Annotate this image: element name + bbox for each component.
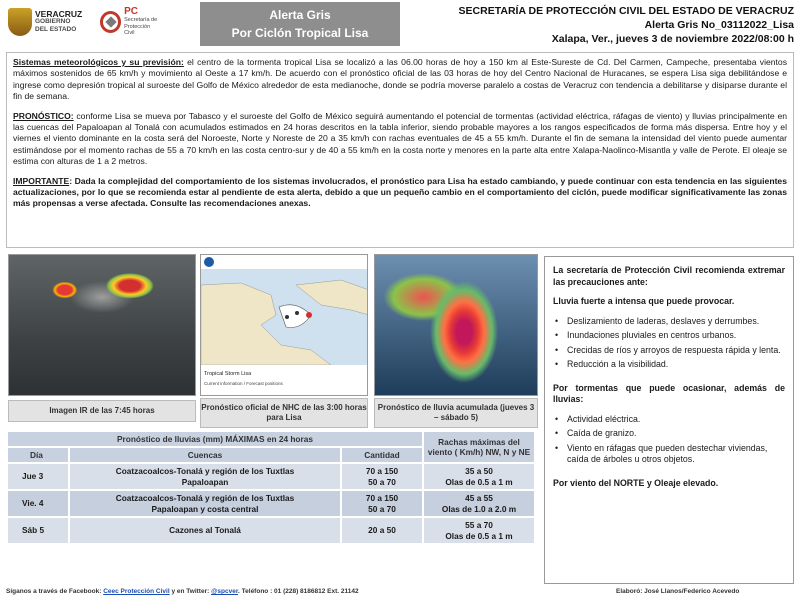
alert-title-box: [200, 2, 400, 46]
table-row: [8, 464, 534, 489]
paragraph-important: [13, 176, 787, 210]
col-day: Día: [8, 448, 68, 462]
caption-nhc: Pronóstico oficial de NHC de las 3:00 horas para Lisa: [200, 398, 368, 428]
logo-state-line3: DEL ESTADO: [35, 26, 77, 33]
paragraph-important-lead: IMPORTANTE: [13, 175, 70, 186]
list-item: • Inundaciones pluviales en centros urbanos.: [553, 330, 785, 342]
paragraph-important-body: : Dada la complejidad del comportamiento de los sistemas involucrados, el pronóstico para Lisa ha estado cambiando, y puede continuar con esta tendencia en las siguientes actualizaciones, por lo que se recomienda estar al pendiente de esta alerta, debido a que un pequeño cambio en el comportamiento del ciclón, puede modificar significativamente las zonas más propensas a verse afectada. Consulte las recomendaciones anexas.: [13, 175, 787, 209]
list-item: • Caída de granizo.: [553, 428, 785, 440]
row-quantity: 70 a 150 50 a 70: [342, 464, 422, 489]
footer: [6, 588, 794, 595]
paragraph-forecast: [13, 111, 787, 168]
list-item: • Viento en ráfagas que pueden destechar viviendas, caída de árboles u otros objetos.: [553, 443, 785, 466]
table-row: [8, 518, 534, 543]
bulletin-text: [6, 52, 794, 248]
logo-pc-abbr: PC: [124, 6, 139, 18]
elaborated-by: Elaboró: José Llanos/Federico Acevedo: [616, 588, 740, 595]
agency-name: SECRETARÍA DE PROTECCIÓN CIVIL DEL ESTADO DE VERACRUZ: [458, 5, 794, 17]
caption-infrared: Imagen IR de las 7:45 horas: [8, 400, 196, 422]
accumulated-rain-map: [374, 254, 538, 396]
row-basins: Cazones al Tonalá: [70, 518, 340, 543]
alert-title-line1: Alerta Gris: [269, 8, 331, 22]
footer-prefix: Síganos a través de Facebook:: [6, 588, 104, 595]
nhc-forecast-map: [200, 254, 368, 396]
list-item: • Reducción a la visibilidad.: [553, 359, 785, 371]
storm-effects-list: [553, 414, 785, 466]
nhc-map-graphic: [201, 255, 368, 396]
row-day: Sáb 5: [8, 518, 68, 543]
logo-state-name: VERACRUZ: [35, 9, 83, 19]
recommendations-intro: La secretaría de Protección Civil recomienda extremar las precauciones ante:: [553, 265, 785, 287]
rain-forecast-table: [6, 430, 536, 584]
rain-heading: Lluvia fuerte a intensa que puede provocar.: [553, 296, 735, 306]
infrared-satellite-image: [8, 254, 196, 396]
paragraph-forecast-body: conforme Lisa se mueva por Tabasco y el suroeste del Golfo de México seguirá aumentando el potencial de tormentas (actividad eléctrica, ráfagas de viento) y lluvias principalmente en las cuencas del Papaloapan al Tonalá con acumulados estimados en 24 horas descritos en la tabla inferior, siendo probable mayores a los rangos especificados de forma más dispersa. Entre hoy y el viernes el viento dominante en la costa será del Noroeste, Norte y Noreste de 20 a 35 km/h con rachas eventuales de 45 a 55 km/h. Durante el fin de semana la intensidad del viento puede aumentar estimándose por el momento rachas de 55 a 70 km/h en las costa centro-sur y de 40 a 55 km/h en la costa norte y menores en la parte alta entre Xalapa-Naolinco-Misantla y valle de Perote. El oleaje se estima con alturas de 1 a 2 metros.: [13, 110, 787, 167]
row-basins: Coatzacoalcos-Tonalá y región de los Tuxtlas Papaloapan: [70, 464, 340, 489]
paragraph-systems-lead: Sistemas meteorológicos y su previsión:: [13, 57, 184, 67]
row-wind: 45 a 55 Olas de 1.0 a 2.0 m: [424, 491, 534, 516]
paragraph-forecast-lead: PRONÓSTICO:: [13, 110, 74, 121]
alert-title-line2: Por Ciclón Tropical Lisa: [231, 26, 369, 40]
paragraph-systems: [13, 57, 787, 103]
row-day: Vie. 4: [8, 491, 68, 516]
facebook-link[interactable]: Ceec Protección Civil: [103, 588, 170, 595]
wind-waves-heading: Por viento del NORTE y Oleaje elevado.: [553, 477, 719, 488]
state-shield-icon: [8, 8, 32, 36]
list-item: • Actividad eléctrica.: [553, 414, 785, 426]
place-date: Xalapa, Ver., jueves 3 de noviembre 2022/08:00 h: [551, 33, 794, 45]
table-header-wind: Rachas máximas del viento ( Km/h) NW, N y NE: [424, 432, 534, 462]
row-quantity: 20 a 50: [342, 518, 422, 543]
storm-heading: Por tormentas que puede ocasionar, además de lluvias:: [553, 382, 785, 404]
logo-pc-line2: Protección Civil: [124, 23, 151, 37]
list-item: • Crecidas de ríos y arroyos de respuesta rápida y lenta.: [553, 345, 785, 357]
logo-pc-line1: Secretaría de: [124, 17, 158, 24]
col-quantity: Cantidad: [342, 448, 422, 462]
nhc-map-title: Tropical Storm Lisa: [204, 371, 252, 377]
recommendations-box: [544, 256, 794, 584]
table-header-main: Pronóstico de lluvias (mm) MÁXIMAS en 24 horas: [8, 432, 422, 446]
caption-rain: Pronóstico de lluvia acumulada (jueves 3 – sábado 5): [374, 398, 538, 428]
row-quantity: 70 a 150 50 a 70: [342, 491, 422, 516]
nhc-map-legend: Current information / Forecast positions: [204, 381, 283, 386]
storm-position-icon: [306, 312, 312, 318]
noaa-logo-icon: [204, 257, 214, 267]
paragraph-systems-body: el centro de la tormenta tropical Lisa se localizó a las 06.00 horas de hoy a 150 km al Este-Sureste de Cd. Del Carmen, Campeche, presentaba vientos máximos sostenidos de 65 km/h y movimiento al Oeste a 17 km/h. De acuerdo con el pronóstico oficial de las 03 horas de hoy del Centro Nacional de Huracanes, se espera Lisa siga debilitándose e ingrese como depresión tropical al suroeste del Golfo de México alrededor de esta medianoche, donde se podría moverse paralelo a costas de Veracruz con tendencia a debilitarse y disiparse durante el fin de semana.: [13, 57, 788, 102]
header: [0, 0, 800, 50]
footer-phone: . Teléfono : 01 (228) 8186812 Ext. 21142: [238, 588, 359, 595]
row-wind: 35 a 50 Olas de 0.5 a 1 m: [424, 464, 534, 489]
twitter-link[interactable]: @spcver: [211, 588, 239, 595]
row-basins: Coatzacoalcos-Tonalá y región de los Tuxtlas Papaloapan y costa central: [70, 491, 340, 516]
list-item: • Deslizamiento de laderas, deslaves y derrumbes.: [553, 316, 785, 328]
col-basins: Cuencas: [70, 448, 340, 462]
row-wind: 55 a 70 Olas de 0.5 a 1 m: [424, 518, 534, 543]
footer-mid: y en Twitter:: [169, 588, 212, 595]
proteccion-civil-icon: [100, 11, 121, 33]
veracruz-government-logo: [8, 6, 88, 38]
logo-state-line2: GOBIERNO: [35, 18, 71, 25]
row-day: Jue 3: [8, 464, 68, 489]
rain-effects-list: [553, 316, 785, 371]
proteccion-civil-logo: [100, 8, 160, 36]
table-row: [8, 491, 534, 516]
header-info: [434, 4, 794, 46]
alert-number: Alerta Gris No_03112022_Lisa: [644, 19, 794, 31]
